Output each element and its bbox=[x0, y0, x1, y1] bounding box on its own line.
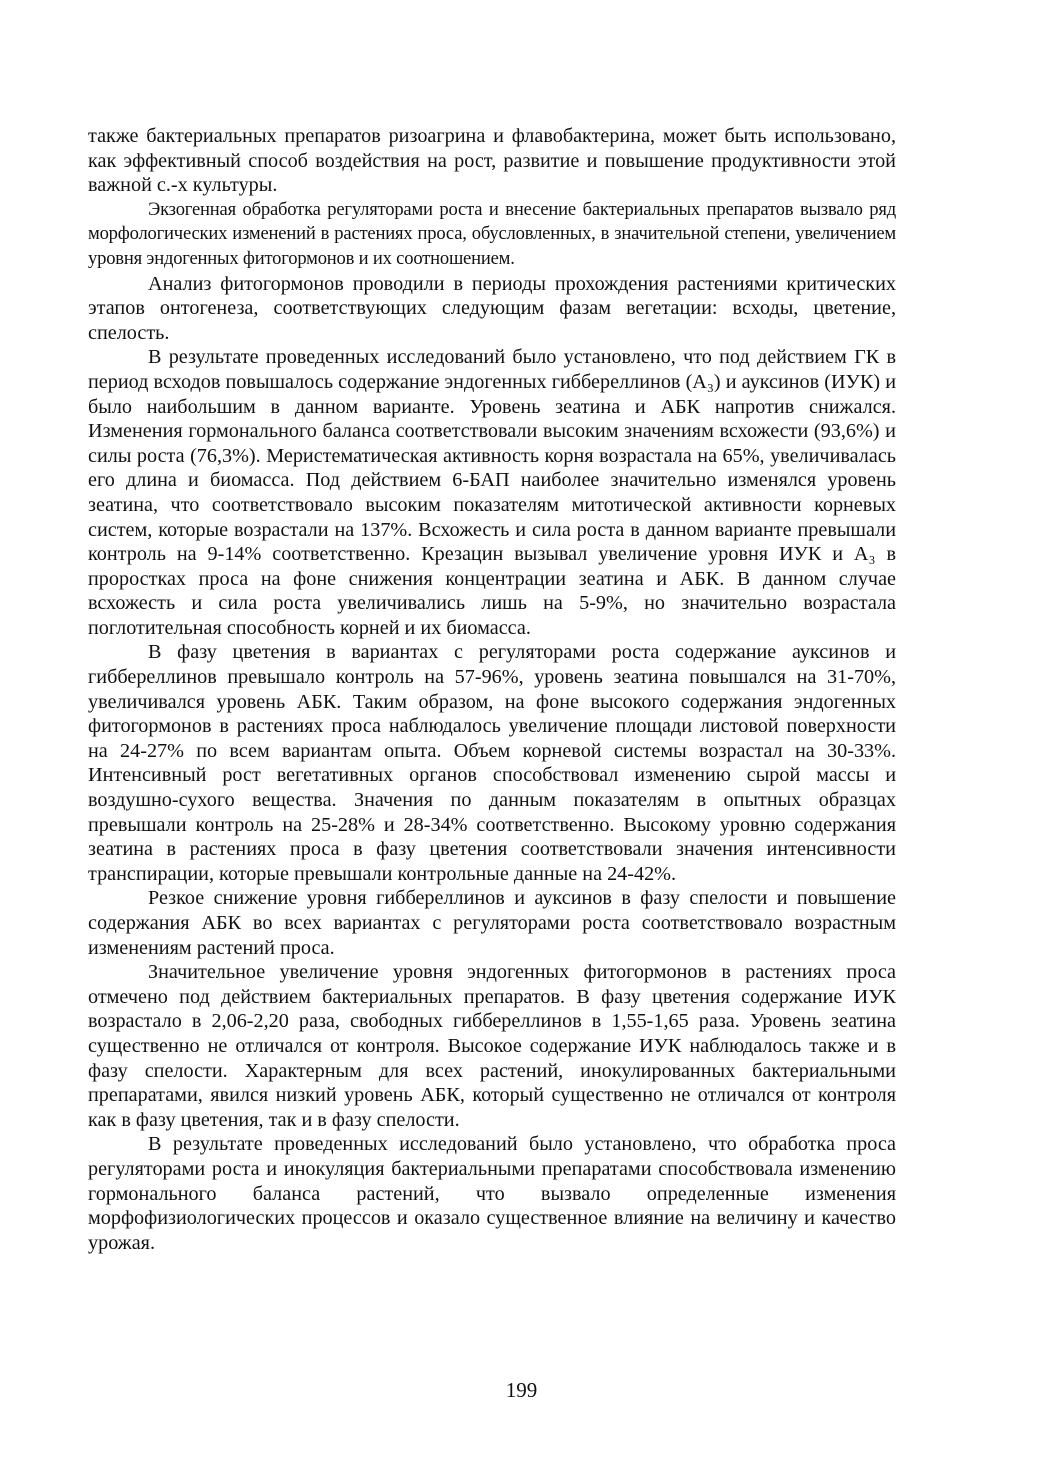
paragraph-bacterial-preparations: Значительное увеличение уровня эндогенных фитогормонов в растениях проса отмечено под действием бактериальных препаратов. В фазу цветения содержание ИУК возрастало в 2,06-2,20 раза, свободных гиббереллинов в 1,55-1,65 раза. Уровень зеатина существенно не отличался от контроля. Высокое содержание ИУК наблюдалось также и в фазу спелости. Характерным для всех растений, инокулированных бактериальными препаратами, явился низкий уровень АБК, который существенно не отличался от контроля как в фазу цветения, так и в фазу спелости. bbox=[88, 961, 896, 1131]
page-number: 199 bbox=[505, 1378, 538, 1402]
paragraph-phytohormone-analysis: Анализ фитогормонов проводили в периоды прохождения растениями критических этапов онтогенеза, соответствующих следующим фазам вегетации: всходы, цветение, спелость. bbox=[88, 272, 896, 344]
page-body bbox=[88, 124, 896, 1255]
paragraph-ripeness-phase: Резкое снижение уровня гиббереллинов и ауксинов в фазу спелости и повышение содержания АБК во всех вариантах с регуляторами роста соответствовало возрастным изменениям растений проса. bbox=[88, 887, 896, 959]
paragraph-conclusion: В результате проведенных исследований было установлено, что обработка проса регуляторами роста и инокуляция бактериальными препаратами способствовала изменению гормонального баланса растений, что вызвало определенные изменения морфофизиологических процессов и оказало существенное влияние на величину и качество урожая. bbox=[88, 1133, 896, 1254]
paragraph-continuation: также бактериальных препаратов ризоагрина и флавобактерина, может быть использовано, как эффективный способ воздействия на рост, развитие и повышение продуктивности этой важной с.-х культуры. bbox=[88, 125, 896, 197]
paragraph-exogenous-treatment: Экзогенная обработка регуляторами роста и внесение бактериальных препаратов вызвало ряд морфологических изменений в растениях проса, обусловленных, в значительной степени, увеличением уровня эндогенных фитогормонов и их соотношением. bbox=[88, 198, 896, 269]
paragraph-flowering-phase: В фазу цветения в вариантах с регуляторами роста содержание ауксинов и гиббереллинов превышало контроль на 57-96%, уровень зеатина повышался на 31-70%, увеличивался уровень АБК. Таким образом, на фоне высокого содержания эндогенных фитогормонов в растениях проса наблюдалось увеличение площади листовой поверхности на 24-27% по всем вариантам опыта. Объем корневой системы возрастал на 30-33%. Интенсивный рост вегетативных органов способствовал изменению сырой массы и воздушно-сухого вещества. Значения по данным показателям в опытных образцах превышали контроль на 25-28% и 28-34% соответственно. Высокому уровню содержания зеатина в растениях проса в фазу цветения соответствовали значения интенсивности транспирации, которые превышали контрольные данные на 24-42%. bbox=[88, 641, 896, 885]
paragraph-seedling-results: В результате проведенных исследований было установлено, что под действием ГК в период всходов повышалось содержание эндогенных гиббереллинов (А₃) и ауксинов (ИУК) и было наибольшим в данном варианте. Уровень зеатина и АБК напротив снижался. Изменения гормонального баланса соответствовали высоким значениям всхожести (93,6%) и силы роста (76,3%). Меристематическая активность корня возрастала на 65%, увеличивалась его длина и биомасса. Под действием 6-БАП наиболее значительно изменялся уровень зеатина, что соответствовало высоким показателям митотической активности корневых систем, которые возрастали на 137%. Всхожесть и сила роста в данном варианте превышали контроль на 9-14% соответственно. Крезацин вызывал увеличение уровня ИУК и А₃ в проростках проса на фоне снижения концентрации зеатина и АБК. В данном случае всхожесть и сила роста увеличивались лишь на 5-9%, но значительно возрастала поглотительная способность корней и их биомасса. bbox=[88, 346, 896, 639]
